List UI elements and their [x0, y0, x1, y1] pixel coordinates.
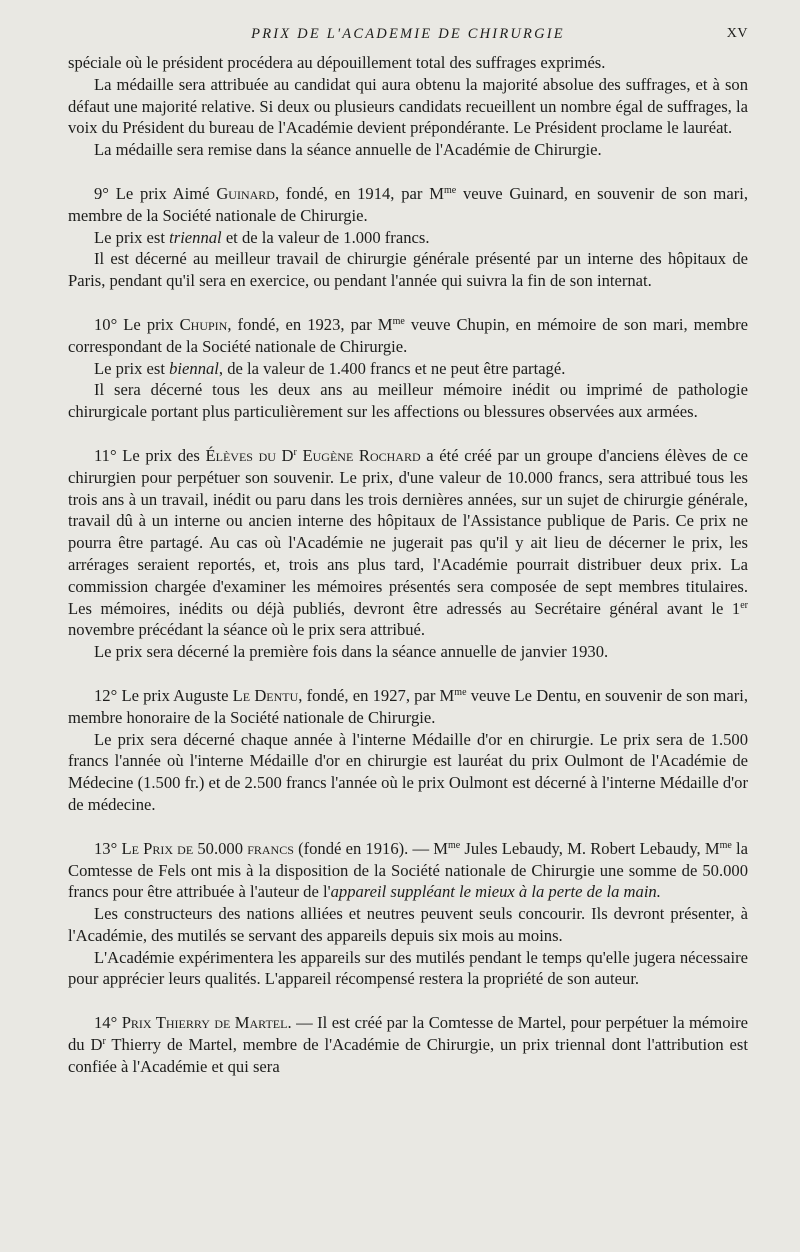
running-title: PRIX DE L'ACADEMIE DE CHIRURGIE	[251, 26, 565, 42]
paragraph: Le prix est biennal, de la valeur de 1.400 francs et ne peut être partagé.	[94, 358, 566, 378]
prize-11-heading: 11° Le prix des Élèves du $D^r$ Eugène Rochard a été créé par un groupe d'anciens élèves de ce chirurgien pour perpétuer son souvenir. Le prix, d'une valeur de 10.000 francs, sera attribué tous les trois ans à un travail, inédit ou paru dans les trois dernières années, sur un sujet de chirurgie générale, travail dû à un interne ou ancien interne des hôpitaux de l'Assistance publique de Paris. Ce prix ne pourra être partagé. Au cas où l'Académie ne jugerait pas qu'il y ait lieu de décerner le prix, les arrérages seraient reportés, et, trois ans plus tard, l'Académie pourrait distribuer deux prix. La commission chargée d'examiner les mémoires présentés sera composée de sept membres titulaires. Les mémoires, inédits ou déjà publiés, devront être adressés au Secrétaire général avant le 1er novembre précédant la séance où le prix sera attribué.	[68, 445, 748, 640]
paragraph: Le prix sera décerné la première fois dans la séance annuelle de janvier 1930.	[94, 642, 609, 662]
prize-name: Élèves du	[205, 445, 276, 465]
prize-12-heading: 12° Le prix Auguste Le Dentu, fondé, en 1927, par $M^{me}$ veuve Le Dentu, en souvenir de son mari, membre honoraire de la Société nationale de Chirurgie.	[68, 685, 748, 727]
item-number: 10°	[94, 314, 118, 334]
prize-10-heading: 10° Le prix Chupin, fondé, en 1923, par $M^{me}$ veuve Chupin, en mémoire de son mari, membre correspondant de la Société nationale de Chirurgie.	[68, 314, 749, 356]
paragraph: Le prix sera décerné chaque année à l'interne Médaille d'or en chirurgie. Le prix sera de 1.500 francs l'année où l'interne Médaille d'or en chirurgie est lauréat du prix Oulmont de l'Académie de Médecine (1.500 fr.) et de 2.500 francs l'année où le prix Oulmont est décerné à l'interne Médaille d'or de médecine.	[68, 729, 748, 814]
prize-name: Le Prix de	[121, 838, 194, 858]
prize-14-heading: 14° Prix Thierry de Martel. — Il est créé par la Comtesse de Martel, pour perpétuer la mémoire du $D^r$ Thierry de Martel, membre de l'Académie de Chirurgie, un prix triennal dont l'attribution est confiée à l'Académie et qui sera	[68, 1013, 748, 1076]
prize-name: Eugène Rochard	[302, 445, 421, 465]
prize-name: Le Dentu	[232, 685, 299, 705]
paragraph: L'Académie expérimentera les appareils sur des mutilés pendant le temps qu'elle jugera nécessaire pour apprécier leurs qualités. L'appareil récompensé restera la propriété de son auteur.	[68, 947, 748, 989]
paragraph: Le prix est triennal et de la valeur de 1.000 francs.	[94, 227, 430, 247]
item-number: 9°	[94, 183, 109, 203]
item-number: 12°	[94, 685, 118, 705]
item-number: 11°	[94, 445, 117, 465]
paragraph: Il sera décerné tous les deux ans au meilleur mémoire inédit ou imprimé de pathologie chirurgicale portant plus particulièrement sur les affections ou blessures observées aux armées.	[68, 380, 748, 422]
paragraph: La médaille sera remise dans la séance annuelle de l'Académie de Chirurgie.	[94, 140, 602, 160]
prize-13-heading: 13° Le Prix de 50.000 francs (fondé en 1916). — $M^{me}$ Jules Lebaudy, M. Robert Lebaudy, $M^{me}$ la Comtesse de Fels ont mis à la disposition de la Société nationale de Chirurgie une somme de 50.000 francs pour être attribuée à l'auteur de l'appareil suppléant le mieux à la perte de la main.	[68, 838, 749, 902]
prize-name: Guinard	[216, 183, 275, 203]
item-number: 14°	[94, 1013, 118, 1033]
paragraph: spéciale où le président procédera au dépouillement total des suffrages exprimés.	[68, 53, 606, 72]
paragraph: Il est décerné au meilleur travail de chirurgie générale présenté par un interne des hôpitaux de Paris, pendant qu'il sera en exercice, ou pendant l'année qui suivra la fin de son internat.	[68, 249, 748, 291]
paragraph: Les constructeurs des nations alliées et neutres peuvent seuls concourir. Ils devront présenter, à l'Académie, des mutilés se servant des appareils depuis six mois au moins.	[68, 904, 748, 945]
paragraph: La médaille sera attribuée au candidat qui aura obtenu la majorité absolue des suffrages, et à son défaut une majorité relative. Si deux ou plusieurs candidats recueillent un nombre égal de suffrages, la voix du Président du bureau de l'Académie devient prépondérante. Le Président proclame le lauréat.	[68, 74, 748, 138]
body-text	[68, 52, 748, 1078]
page-number: XV	[726, 26, 748, 41]
item-number: 13°	[94, 838, 118, 858]
prize-9-heading: 9° Le prix Aimé Guinard, fondé, en 1914, par $M^{me}$ veuve Guinard, en souvenir de son mari, membre de la Société nationale de Chirurgie.	[68, 183, 748, 225]
prize-name: Prix Thierry de Martel	[121, 1013, 288, 1033]
running-header	[68, 22, 748, 52]
prize-name: Chupin	[179, 314, 228, 334]
